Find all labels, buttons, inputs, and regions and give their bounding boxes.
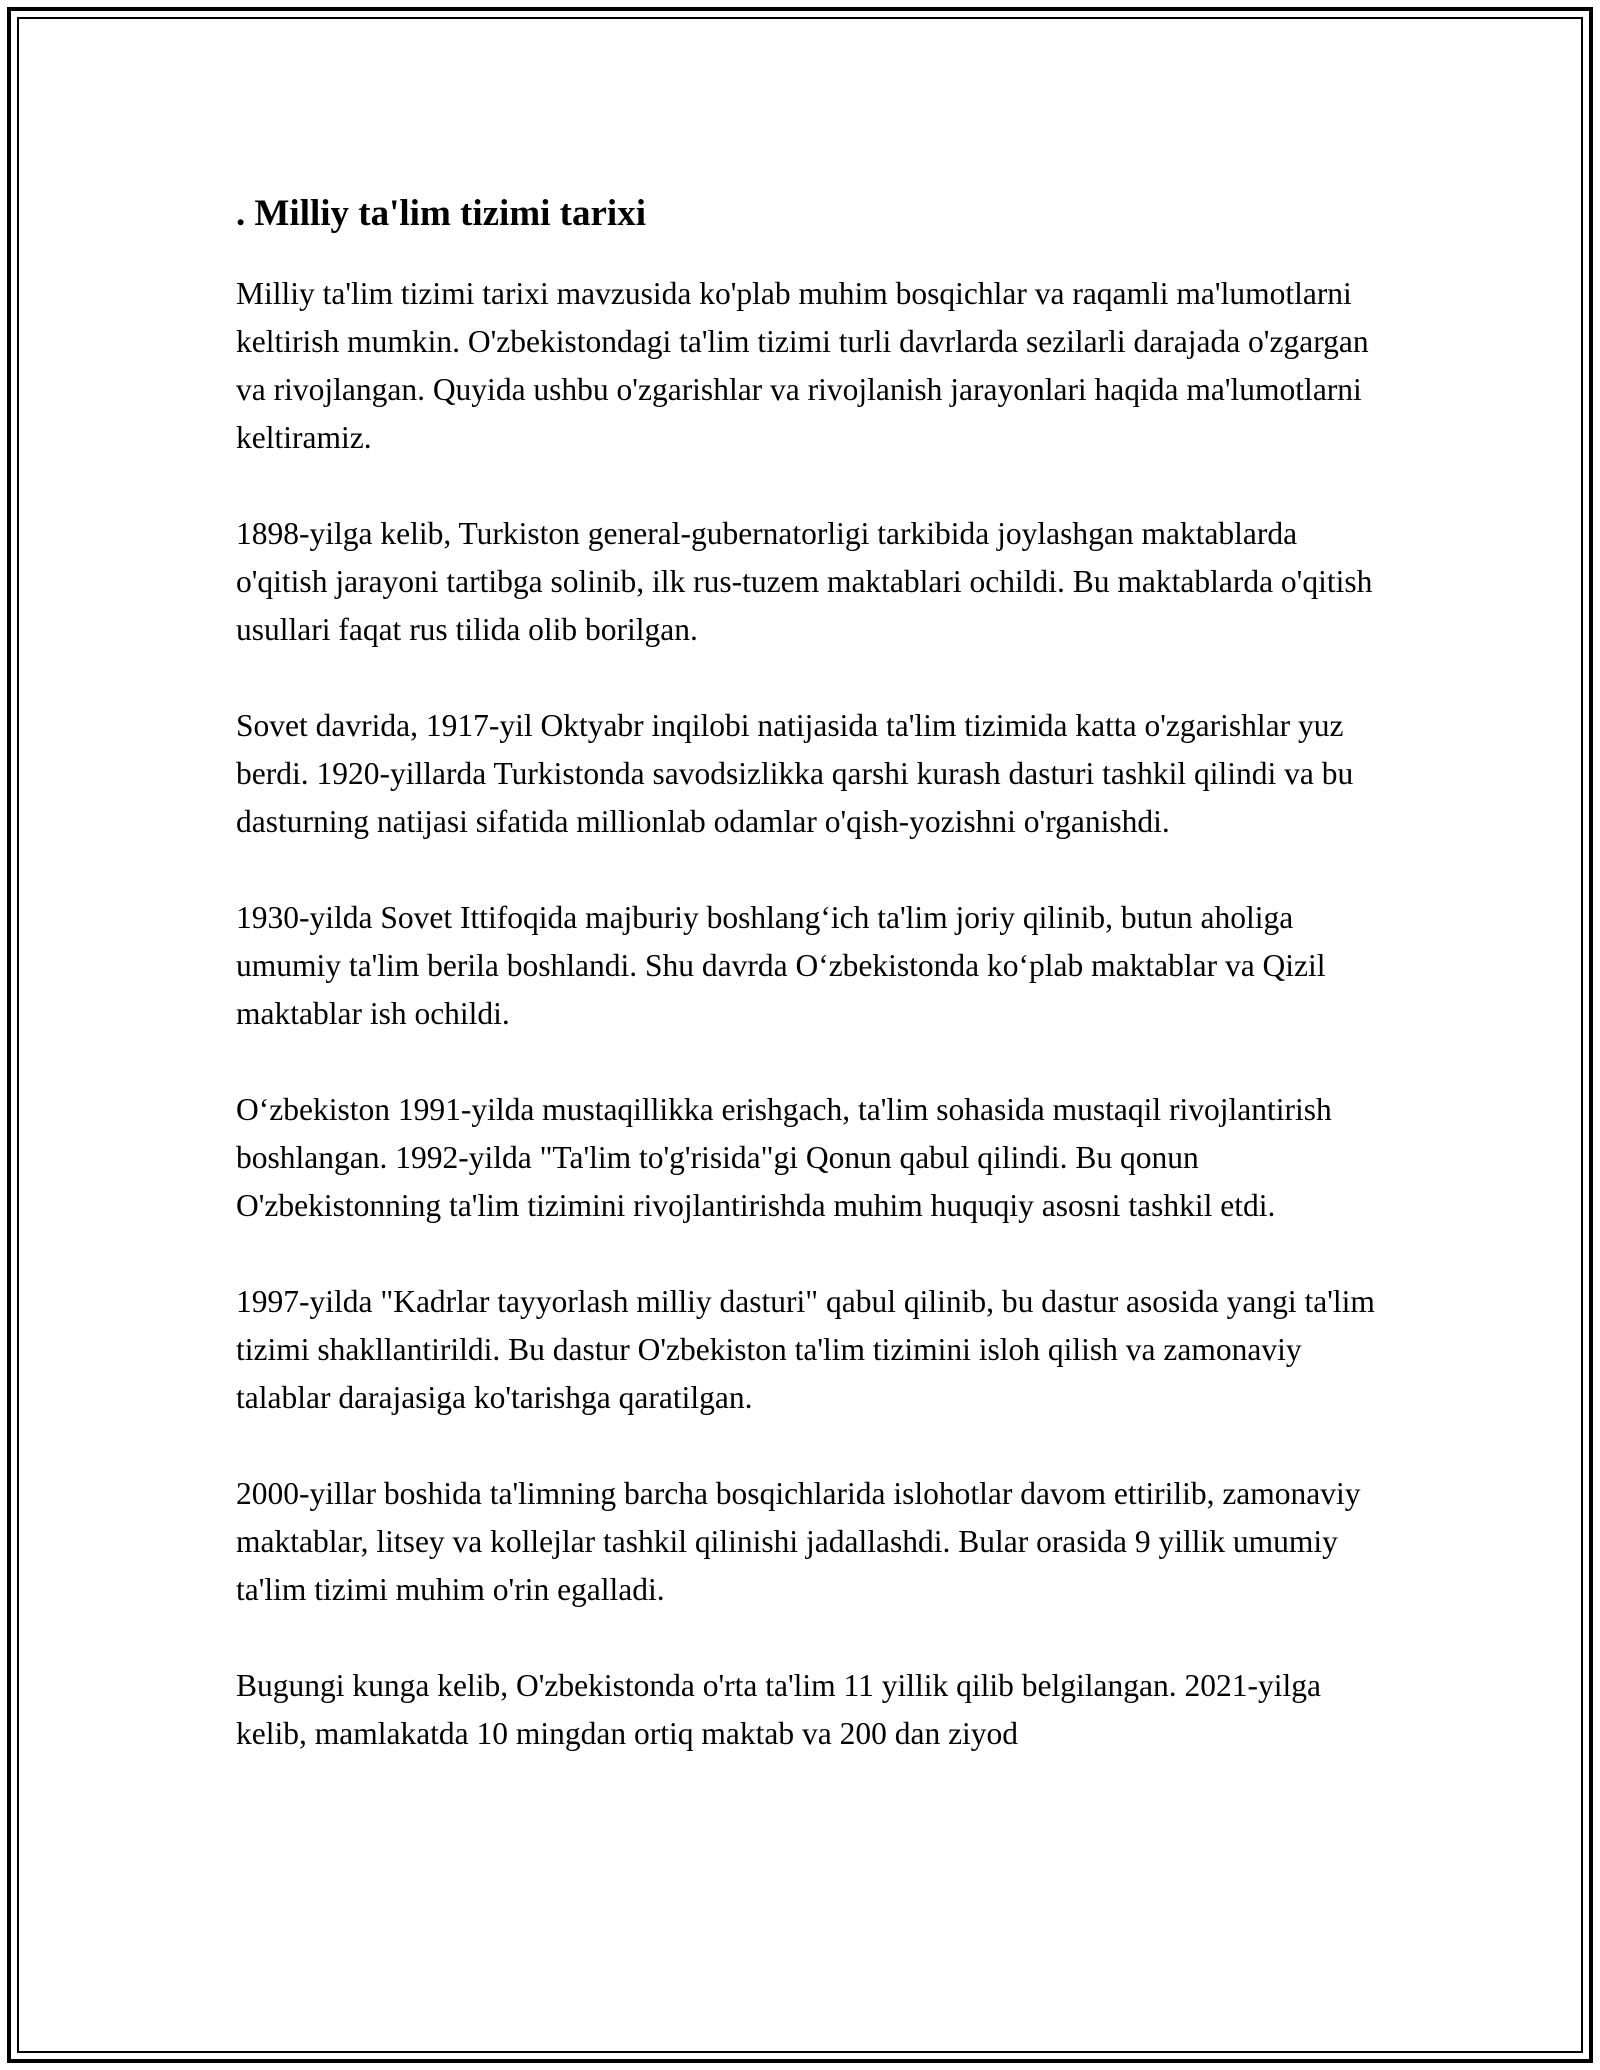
paragraph-soviet-period: Sovet davrida, 1917-yil Oktyabr inqilobi natijasida ta'lim tizimida katta o'zgarishlar yuz berdi. 1920-yillarda Turkistonda savodsizlikka qarshi kurash dasturi tashkil qilindi va bu dasturning natijasi sifatida millionlab odamlar o'qish-yozishni o'rganishdi. <box>236 708 1354 839</box>
paragraph-today: Bugungi kunga kelib, O'zbekistonda o'rta ta'lim 11 yillik qilib belgilangan. 2021-yilga kelib, mamlakatda 10 mingdan ortiq maktab va 200 dan ziyod <box>236 1668 1321 1751</box>
paragraph-1930: 1930-yilda Sovet Ittifoqida majburiy boshlang‘ich ta'lim joriy qilinib, butun aholiga umumiy ta'lim berila boshlandi. Shu davrda O‘zbekistonda ko‘plab maktablar va Qizil maktablar ish ochildi. <box>236 900 1326 1031</box>
paragraph-independence: O‘zbekiston 1991-yilda mustaqillikka erishgach, ta'lim sohasida mustaqil rivojlantirish boshlangan. 1992-yilda "Ta'lim to'g'risida"gi Qonun qabul qilindi. Bu qonun O'zbekistonning ta'lim tizimini rivojlantirishda muhim huquqiy asosni tashkil etdi. <box>236 1092 1332 1223</box>
paragraph-intro: Milliy ta'lim tizimi tarixi mavzusida ko'plab muhim bosqichlar va raqamli ma'lumotlarni keltirish mumkin. O'zbekistondagi ta'lim tizimi turli davrlarda sezilarli darajada o'zgargan va rivojlangan. Quyida ushbu o'zgarishlar va rivojlanish jarayonlari haqida ma'lumotlarni keltiramiz. <box>236 276 1369 455</box>
paragraph-1898: 1898-yilga kelib, Turkiston general-gubernatorligi tarkibida joylashgan maktablarda o'qitish jarayoni tartibga solinib, ilk rus-tuzem maktablari ochildi. Bu maktablarda o'qitish usullari faqat rus tilida olib borilgan. <box>236 516 1373 647</box>
page-title: . Milliy ta'lim tizimi tarixi <box>236 193 646 234</box>
paragraph-1997: 1997-yilda "Kadrlar tayyorlash milliy dasturi" qabul qilinib, bu dastur asosida yangi ta'lim tizimi shakllantirildi. Bu dastur O'zbekiston ta'lim tizimini isloh qilish va zamonaviy talablar darajasiga ko'tarishga qaratilgan. <box>236 1284 1375 1415</box>
document-body <box>236 185 1386 1806</box>
paragraph-2000s: 2000-yillar boshida ta'limning barcha bosqichlarida islohotlar davom ettirilib, zamonaviy maktablar, litsey va kollejlar tashkil qilinishi jadallashdi. Bular orasida 9 yillik umumiy ta'lim tizimi muhim o'rin egalladi. <box>236 1476 1361 1607</box>
